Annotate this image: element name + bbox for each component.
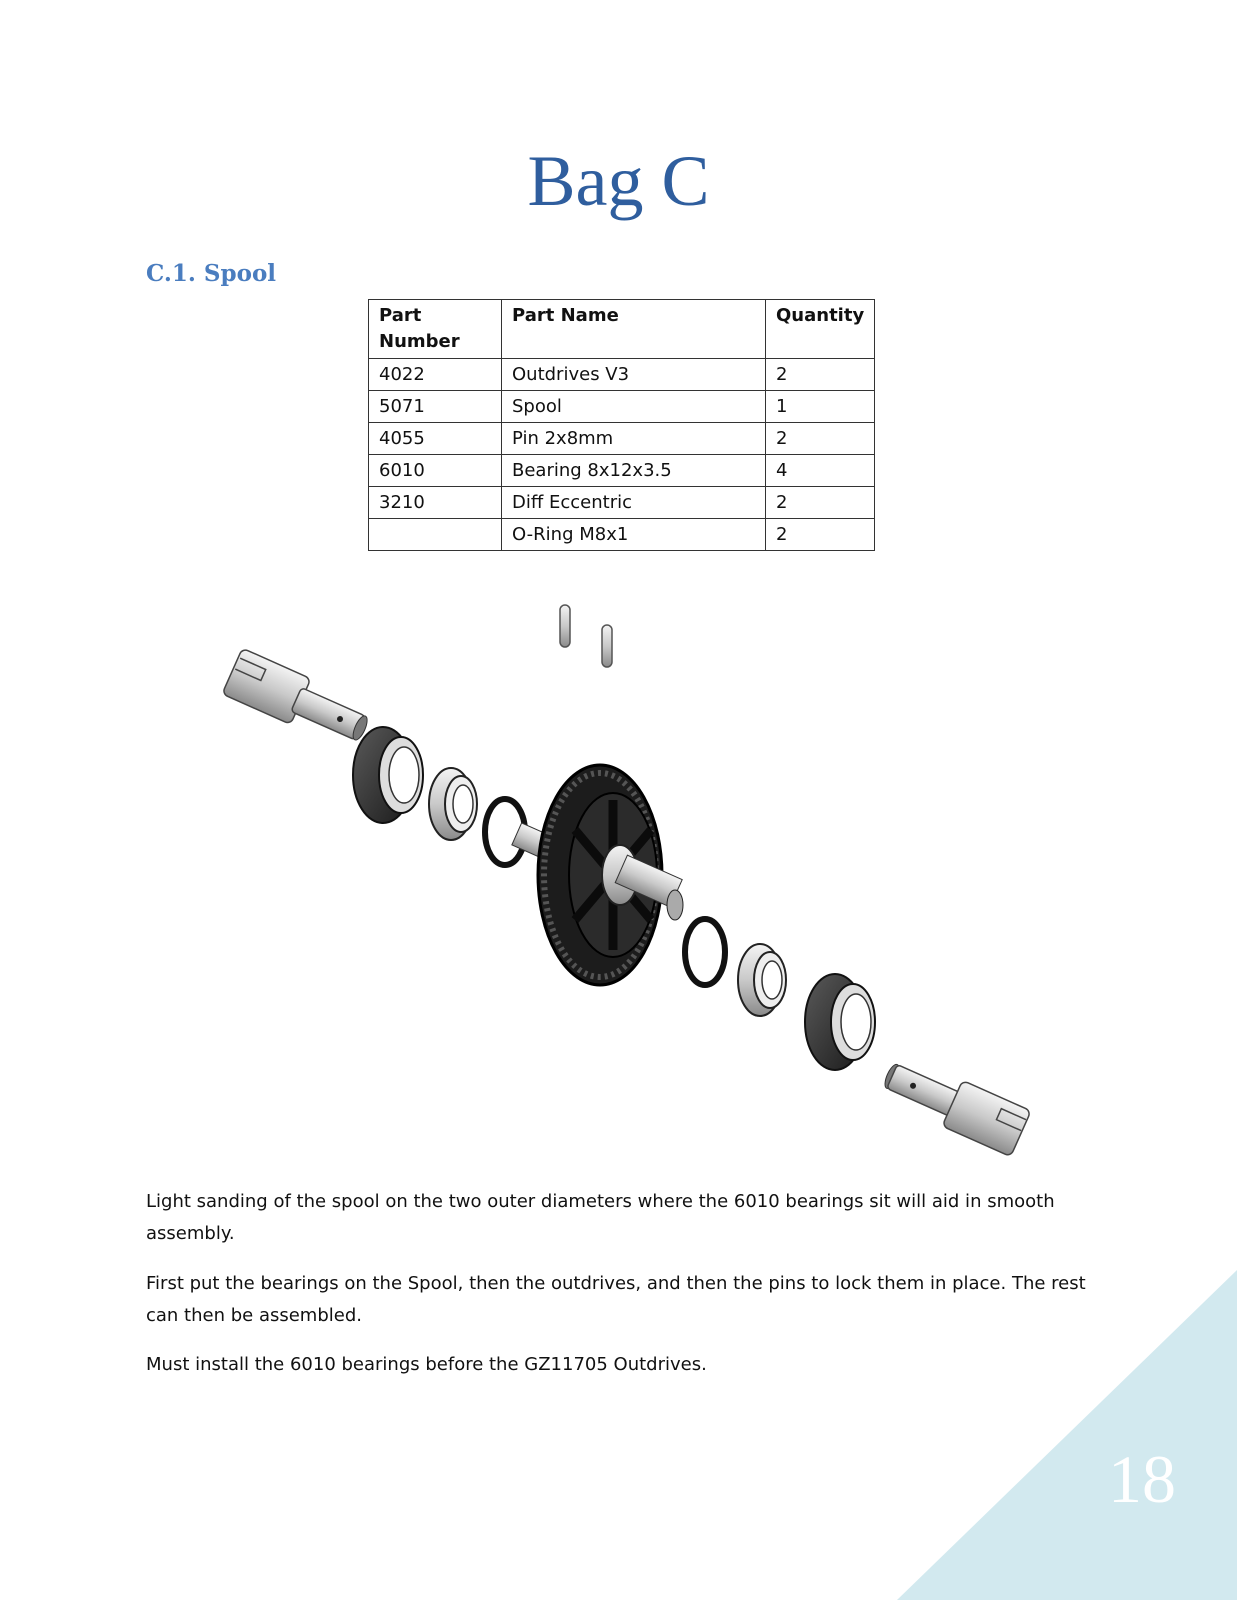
- cell-part-number: [369, 519, 502, 551]
- cell-part-number: 4055: [369, 423, 502, 455]
- oring-right-icon: [685, 919, 725, 985]
- pin-icon: [560, 605, 612, 667]
- page-number: 18: [1108, 1441, 1176, 1517]
- header-quantity: Quantity: [766, 300, 875, 359]
- paragraph-install: Must install the 6010 bearings before the GZ11705 Outdrives.: [146, 1354, 707, 1375]
- eccentric-left-icon: [353, 727, 423, 823]
- paragraph-order: First put the bearings on the Spool, then the outdrives, and then the pins to lock them in place. The rest can then be assembled.: [146, 1273, 1086, 1326]
- bearing-left-icon: [429, 768, 477, 840]
- cell-quantity: 2: [766, 487, 875, 519]
- header-part-name: Part Name: [502, 300, 766, 359]
- corner-triangle: [897, 1270, 1237, 1600]
- cell-part-number: 3210: [369, 487, 502, 519]
- spool-gear-icon: [512, 765, 683, 985]
- page-title: Bag C: [527, 141, 710, 221]
- spool-exploded-diagram: [215, 600, 1035, 1170]
- table-header-row: [369, 300, 875, 359]
- paragraph-sanding: Light sanding of the spool on the two outer diameters where the 6010 bearings sit will aid in smooth assembly.: [146, 1191, 1055, 1244]
- cell-part-number: 4022: [369, 359, 502, 391]
- header-part-number: Part Number: [369, 300, 502, 359]
- table-row: [369, 487, 875, 519]
- section-heading: C.1. Spool: [146, 260, 277, 287]
- cell-quantity: 2: [766, 519, 875, 551]
- cell-quantity: 1: [766, 391, 875, 423]
- parts-table: [368, 299, 875, 551]
- cell-part-name: Bearing 8x12x3.5: [502, 455, 766, 487]
- outdrive-right-icon: [877, 1052, 1031, 1157]
- eccentric-right-icon: [805, 974, 875, 1070]
- cell-part-number: 5071: [369, 391, 502, 423]
- outdrive-left-icon: [222, 648, 375, 753]
- table-row: [369, 391, 875, 423]
- table-row: [369, 455, 875, 487]
- cell-part-name: Outdrives V3: [502, 359, 766, 391]
- cell-part-name: Diff Eccentric: [502, 487, 766, 519]
- cell-quantity: 2: [766, 423, 875, 455]
- table-row: [369, 359, 875, 391]
- cell-part-name: Pin 2x8mm: [502, 423, 766, 455]
- table-row: [369, 423, 875, 455]
- bearing-right-icon: [738, 944, 786, 1016]
- cell-part-name: Spool: [502, 391, 766, 423]
- table-row: [369, 519, 875, 551]
- cell-quantity: 2: [766, 359, 875, 391]
- cell-part-name: O-Ring M8x1: [502, 519, 766, 551]
- cell-quantity: 4: [766, 455, 875, 487]
- cell-part-number: 6010: [369, 455, 502, 487]
